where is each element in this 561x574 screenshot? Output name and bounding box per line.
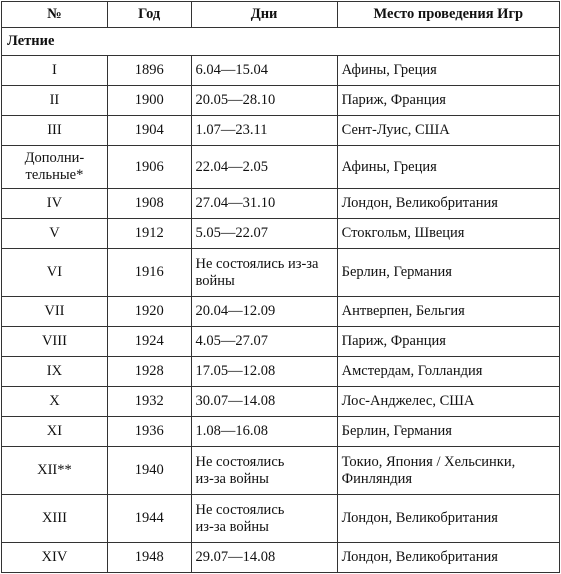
table-row xyxy=(2,189,560,219)
cell-number: IV xyxy=(2,189,108,219)
header-number: № xyxy=(2,2,108,28)
cell-year: 1936 xyxy=(107,417,191,447)
cell-year: 1944 xyxy=(107,495,191,543)
table-row xyxy=(2,387,560,417)
cell-place: Берлин, Германия xyxy=(337,417,559,447)
cell-days: 20.05—28.10 xyxy=(191,86,337,116)
table-row xyxy=(2,86,560,116)
table-row xyxy=(2,447,560,495)
cell-place: Токио, Япония / Хельсинки, Финляндия xyxy=(337,447,559,495)
cell-year: 1900 xyxy=(107,86,191,116)
cell-place: Сент-Луис, США xyxy=(337,116,559,146)
header-place: Место проведения Игр xyxy=(337,2,559,28)
table-row xyxy=(2,297,560,327)
cell-year: 1932 xyxy=(107,387,191,417)
cell-days: Не состоялись из-за войны xyxy=(191,249,337,297)
cell-days: 4.05—27.07 xyxy=(191,327,337,357)
header-year: Год xyxy=(107,2,191,28)
cell-year: 1906 xyxy=(107,146,191,189)
cell-place: Стокгольм, Швеция xyxy=(337,219,559,249)
cell-number: II xyxy=(2,86,108,116)
cell-place: Лондон, Великобритания xyxy=(337,495,559,543)
cell-days: 29.07—14.08 xyxy=(191,543,337,573)
cell-year: 1904 xyxy=(107,116,191,146)
cell-number: III xyxy=(2,116,108,146)
cell-year: 1928 xyxy=(107,357,191,387)
cell-days: 5.05—22.07 xyxy=(191,219,337,249)
cell-place: Лондон, Великобритания xyxy=(337,543,559,573)
cell-number: XII** xyxy=(2,447,108,495)
table-header xyxy=(2,2,560,28)
cell-days: 6.04—15.04 xyxy=(191,56,337,86)
cell-year: 1948 xyxy=(107,543,191,573)
cell-days: 20.04—12.09 xyxy=(191,297,337,327)
cell-year: 1916 xyxy=(107,249,191,297)
cell-number: X xyxy=(2,387,108,417)
cell-days: Не состоялись из-за войны xyxy=(191,495,337,543)
cell-year: 1908 xyxy=(107,189,191,219)
cell-year: 1920 xyxy=(107,297,191,327)
table-row xyxy=(2,56,560,86)
cell-days: 27.04—31.10 xyxy=(191,189,337,219)
header-days: Дни xyxy=(191,2,337,28)
table-row xyxy=(2,146,560,189)
table-row xyxy=(2,543,560,573)
cell-place: Афины, Греция xyxy=(337,56,559,86)
cell-number: V xyxy=(2,219,108,249)
cell-number: XIV xyxy=(2,543,108,573)
cell-year: 1912 xyxy=(107,219,191,249)
table-row xyxy=(2,417,560,447)
cell-place: Лондон, Великобритания xyxy=(337,189,559,219)
cell-days: 17.05—12.08 xyxy=(191,357,337,387)
cell-place: Берлин, Германия xyxy=(337,249,559,297)
table-row xyxy=(2,219,560,249)
cell-place: Амстердам, Голландия xyxy=(337,357,559,387)
section-row xyxy=(2,28,560,56)
cell-days: 30.07—14.08 xyxy=(191,387,337,417)
table-body xyxy=(2,28,560,573)
table-row xyxy=(2,249,560,297)
cell-number: XIII xyxy=(2,495,108,543)
cell-place: Афины, Греция xyxy=(337,146,559,189)
cell-place: Антверпен, Бельгия xyxy=(337,297,559,327)
cell-year: 1940 xyxy=(107,447,191,495)
table-row xyxy=(2,116,560,146)
cell-place: Париж, Франция xyxy=(337,327,559,357)
cell-year: 1896 xyxy=(107,56,191,86)
cell-days: Не состоялись из-за войны xyxy=(191,447,337,495)
table-row xyxy=(2,357,560,387)
section-title: Летние xyxy=(2,28,560,56)
cell-number: VIII xyxy=(2,327,108,357)
cell-number: IX xyxy=(2,357,108,387)
header-row xyxy=(2,2,560,28)
cell-number: Дополни- тельные* xyxy=(2,146,108,189)
table-row xyxy=(2,495,560,543)
cell-days: 22.04—2.05 xyxy=(191,146,337,189)
cell-number: VII xyxy=(2,297,108,327)
cell-place: Лос-Анджелес, США xyxy=(337,387,559,417)
cell-days: 1.08—16.08 xyxy=(191,417,337,447)
cell-year: 1924 xyxy=(107,327,191,357)
cell-number: XI xyxy=(2,417,108,447)
cell-place: Париж, Франция xyxy=(337,86,559,116)
cell-number: VI xyxy=(2,249,108,297)
olympic-games-table xyxy=(1,1,560,573)
cell-days: 1.07—23.11 xyxy=(191,116,337,146)
table-row xyxy=(2,327,560,357)
cell-number: I xyxy=(2,56,108,86)
